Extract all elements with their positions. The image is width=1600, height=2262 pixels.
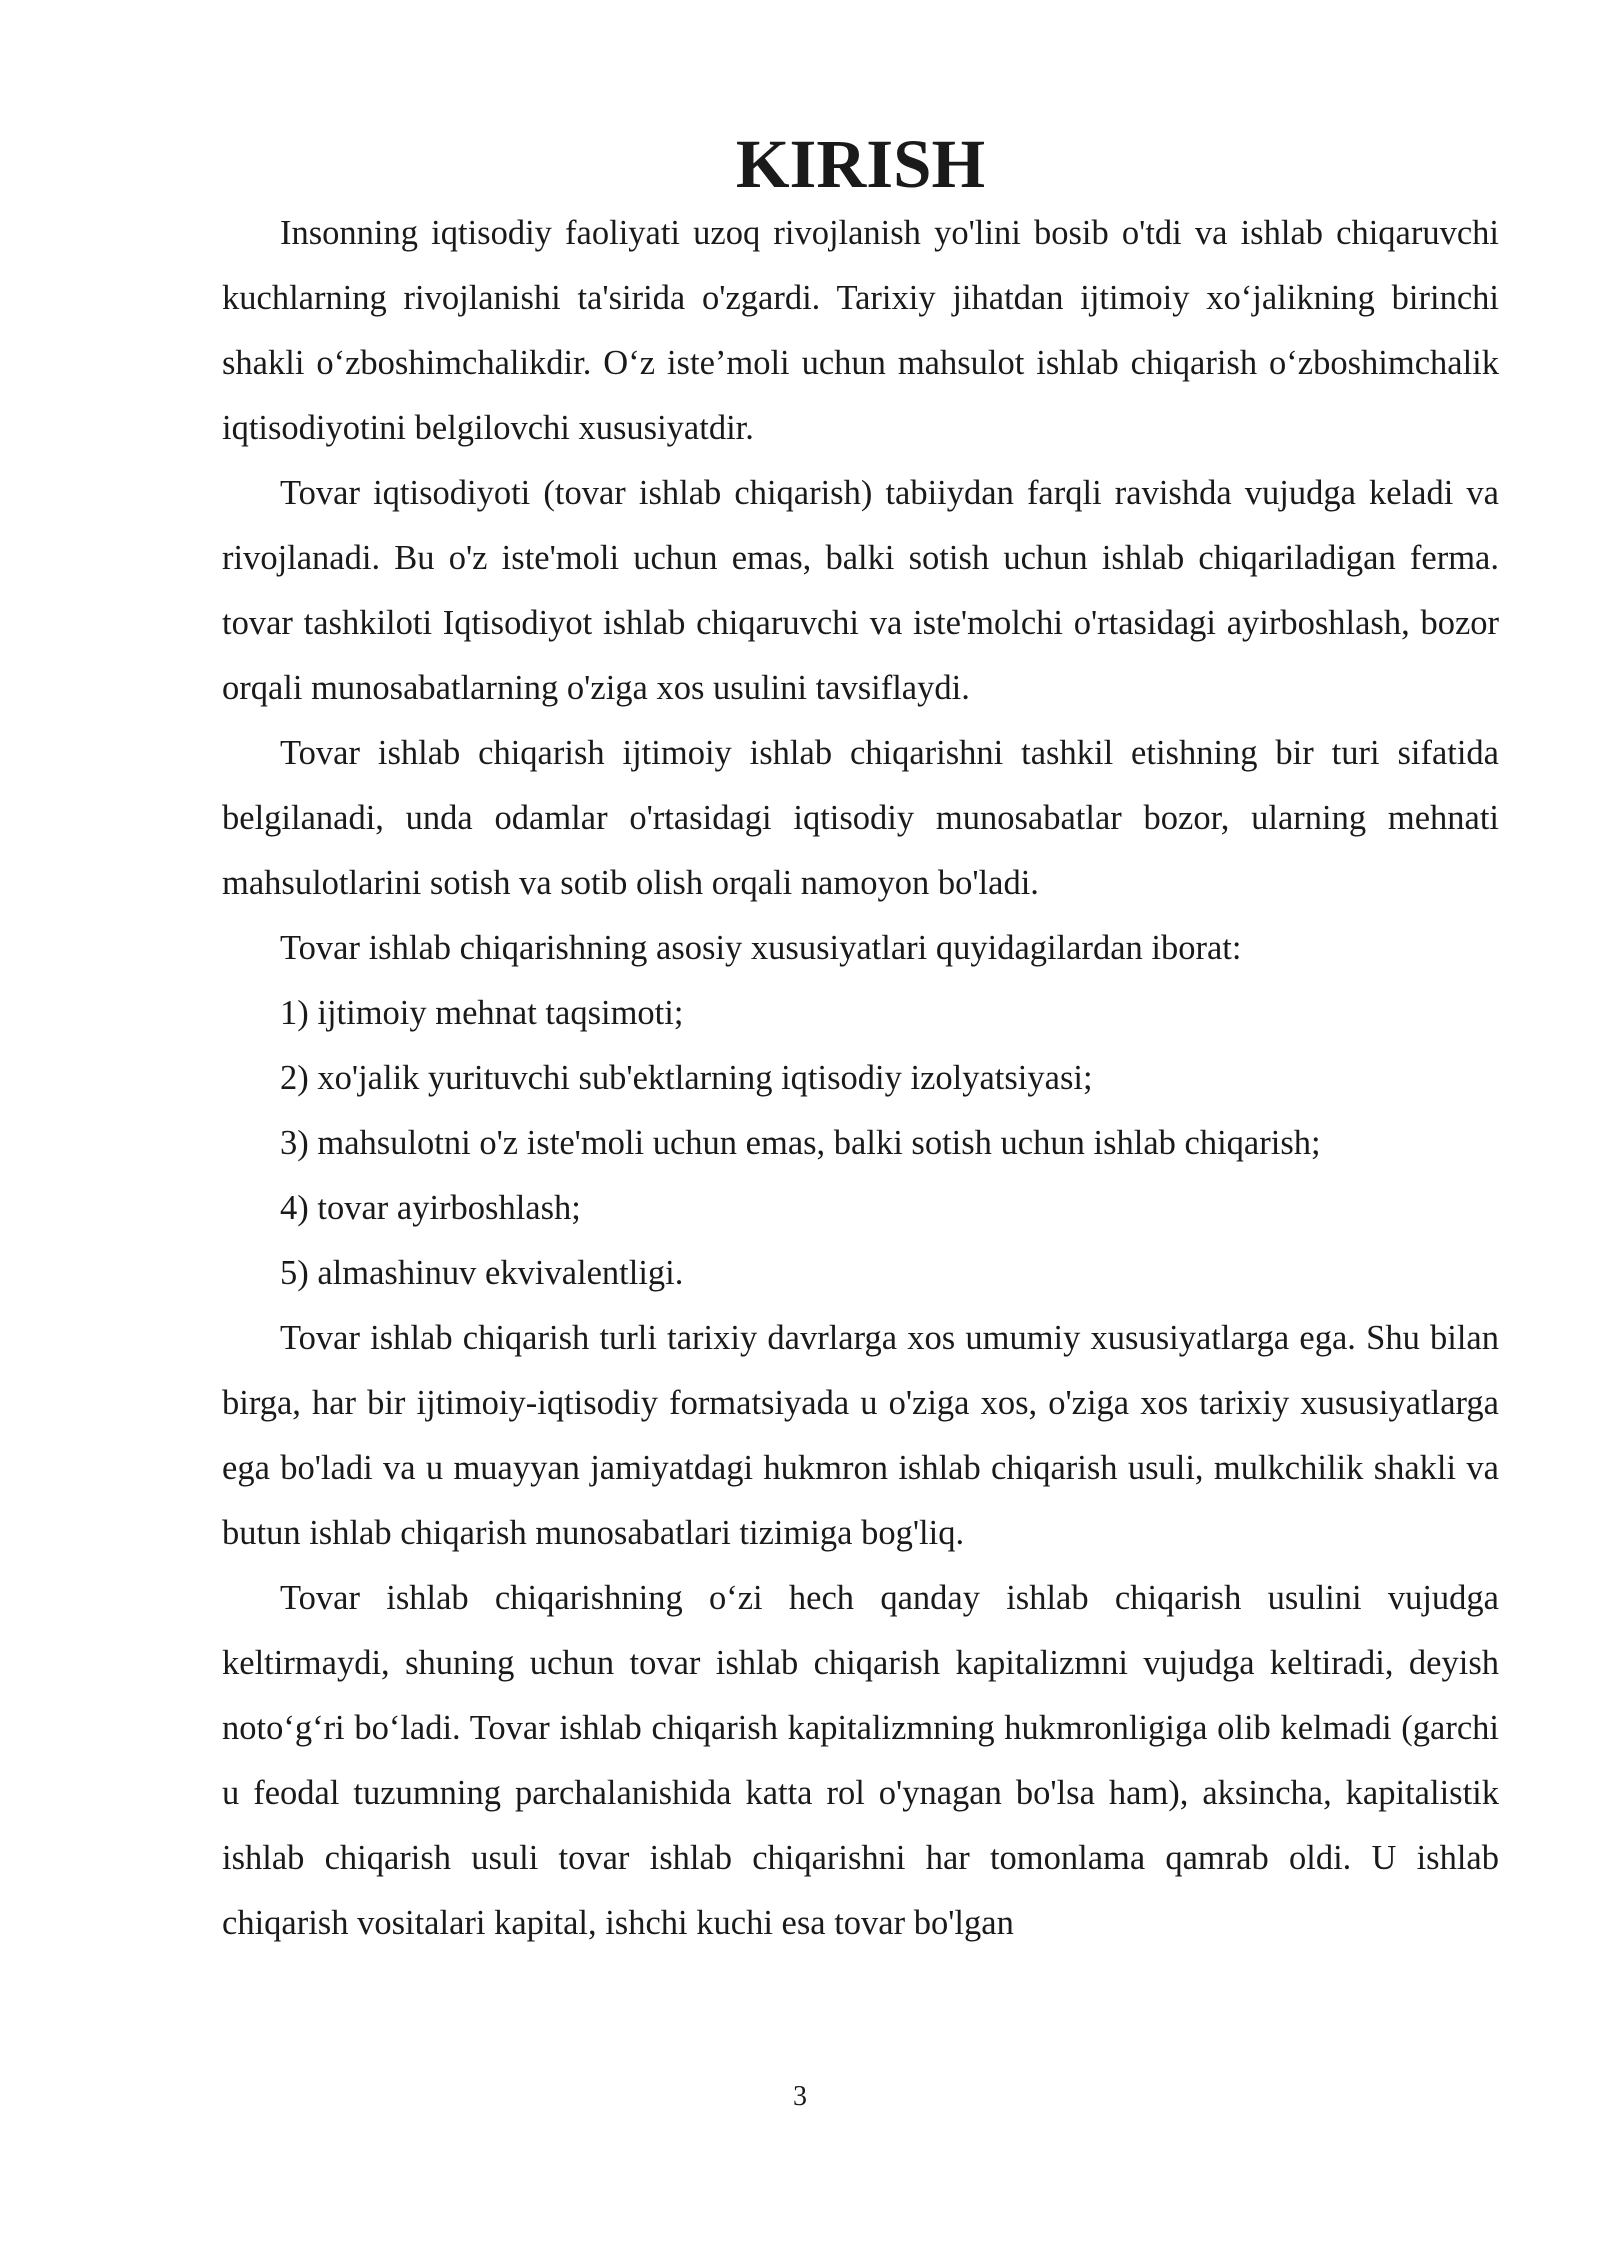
paragraph: Tovar ishlab chiqarish ijtimoiy ishlab chiqarishni tashkil etishning bir turi sifatida belgilanadi, unda odamlar o'rtasidagi iqtisodiy munosabatlar bozor, ularning mehnati mahsulotlarini sotish va sotib olish orqali namoyon bo'ladi. <box>222 734 1499 902</box>
page-title: KIRISH <box>735 126 986 202</box>
list-item: 2) xo'jalik yurituvchi sub'ektlarning iqtisodiy izolyatsiyasi; <box>280 1059 1093 1097</box>
paragraph: Tovar ishlab chiqarishning asosiy xususiyatlari quyidagilardan iborat: <box>280 929 1242 967</box>
document-body <box>222 126 1499 1956</box>
paragraph: Tovar ishlab chiqarish turli tarixiy davrlarga xos umumiy xususiyatlarga ega. Shu bilan birga, har bir ijtimoiy-iqtisodiy formatsiyada u o'ziga xos, o'ziga xos tarixiy xususiyatlarga ega bo'ladi va u muayyan jamiyatdagi hukmron ishlab chiqarish usuli, mulkchilik shakli va butun ishlab chiqarish munosabatlari tizimiga bog'liq. <box>222 1319 1499 1552</box>
list-item: 4) tovar ayirboshlash; <box>280 1189 581 1227</box>
list-item: 1) ijtimoiy mehnat taqsimoti; <box>280 994 684 1032</box>
paragraph: Tovar iqtisodiyoti (tovar ishlab chiqarish) tabiiydan farqli ravishda vujudga keladi va rivojlanadi. Bu o'z iste'moli uchun emas, balki sotish uchun ishlab chiqariladigan ferma. tovar tashkiloti Iqtisodiyot ishlab chiqaruvchi va iste'molchi o'rtasidagi ayirboshlash, bozor orqali munosabatlarning o'ziga xos usulini tavsiflaydi. <box>222 474 1499 707</box>
paragraph: Tovar ishlab chiqarishning o‘zi hech qanday ishlab chiqarish usulini vujudga keltirmaydi, shuning uchun tovar ishlab chiqarish kapitalizmni vujudga keltiradi, deyish noto‘g‘ri bo‘ladi. Tovar ishlab chiqarish kapitalizmning hukmronligiga olib kelmadi (garchi u feodal tuzumning parchalanishida katta rol o'ynagan bo'lsa ham), aksincha, kapitalistik ishlab chiqarish usuli tovar ishlab chiqarishni har tomonlama qamrab oldi. U ishlab chiqarish vositalari kapital, ishchi kuchi esa tovar bo'lgan <box>222 1579 1499 1942</box>
page-number: 3 <box>793 2081 807 2112</box>
list-item: 5) almashinuv ekvivalentligi. <box>280 1254 684 1292</box>
paragraph: Insonning iqtisodiy faoliyati uzoq rivojlanish yo'lini bosib o'tdi va ishlab chiqaruvchi kuchlarning rivojlanishi ta'sirida o'zgardi. Tarixiy jihatdan ijtimoiy xo‘jalikning birinchi shakli o‘zboshimchalikdir. O‘z iste’moli uchun mahsulot ishlab chiqarish o‘zboshimchalik iqtisodiyotini belgilovchi xususiyatdir. <box>222 214 1499 447</box>
list-item: 3) mahsulotni o'z iste'moli uchun emas, balki sotish uchun ishlab chiqarish; <box>280 1124 1321 1162</box>
